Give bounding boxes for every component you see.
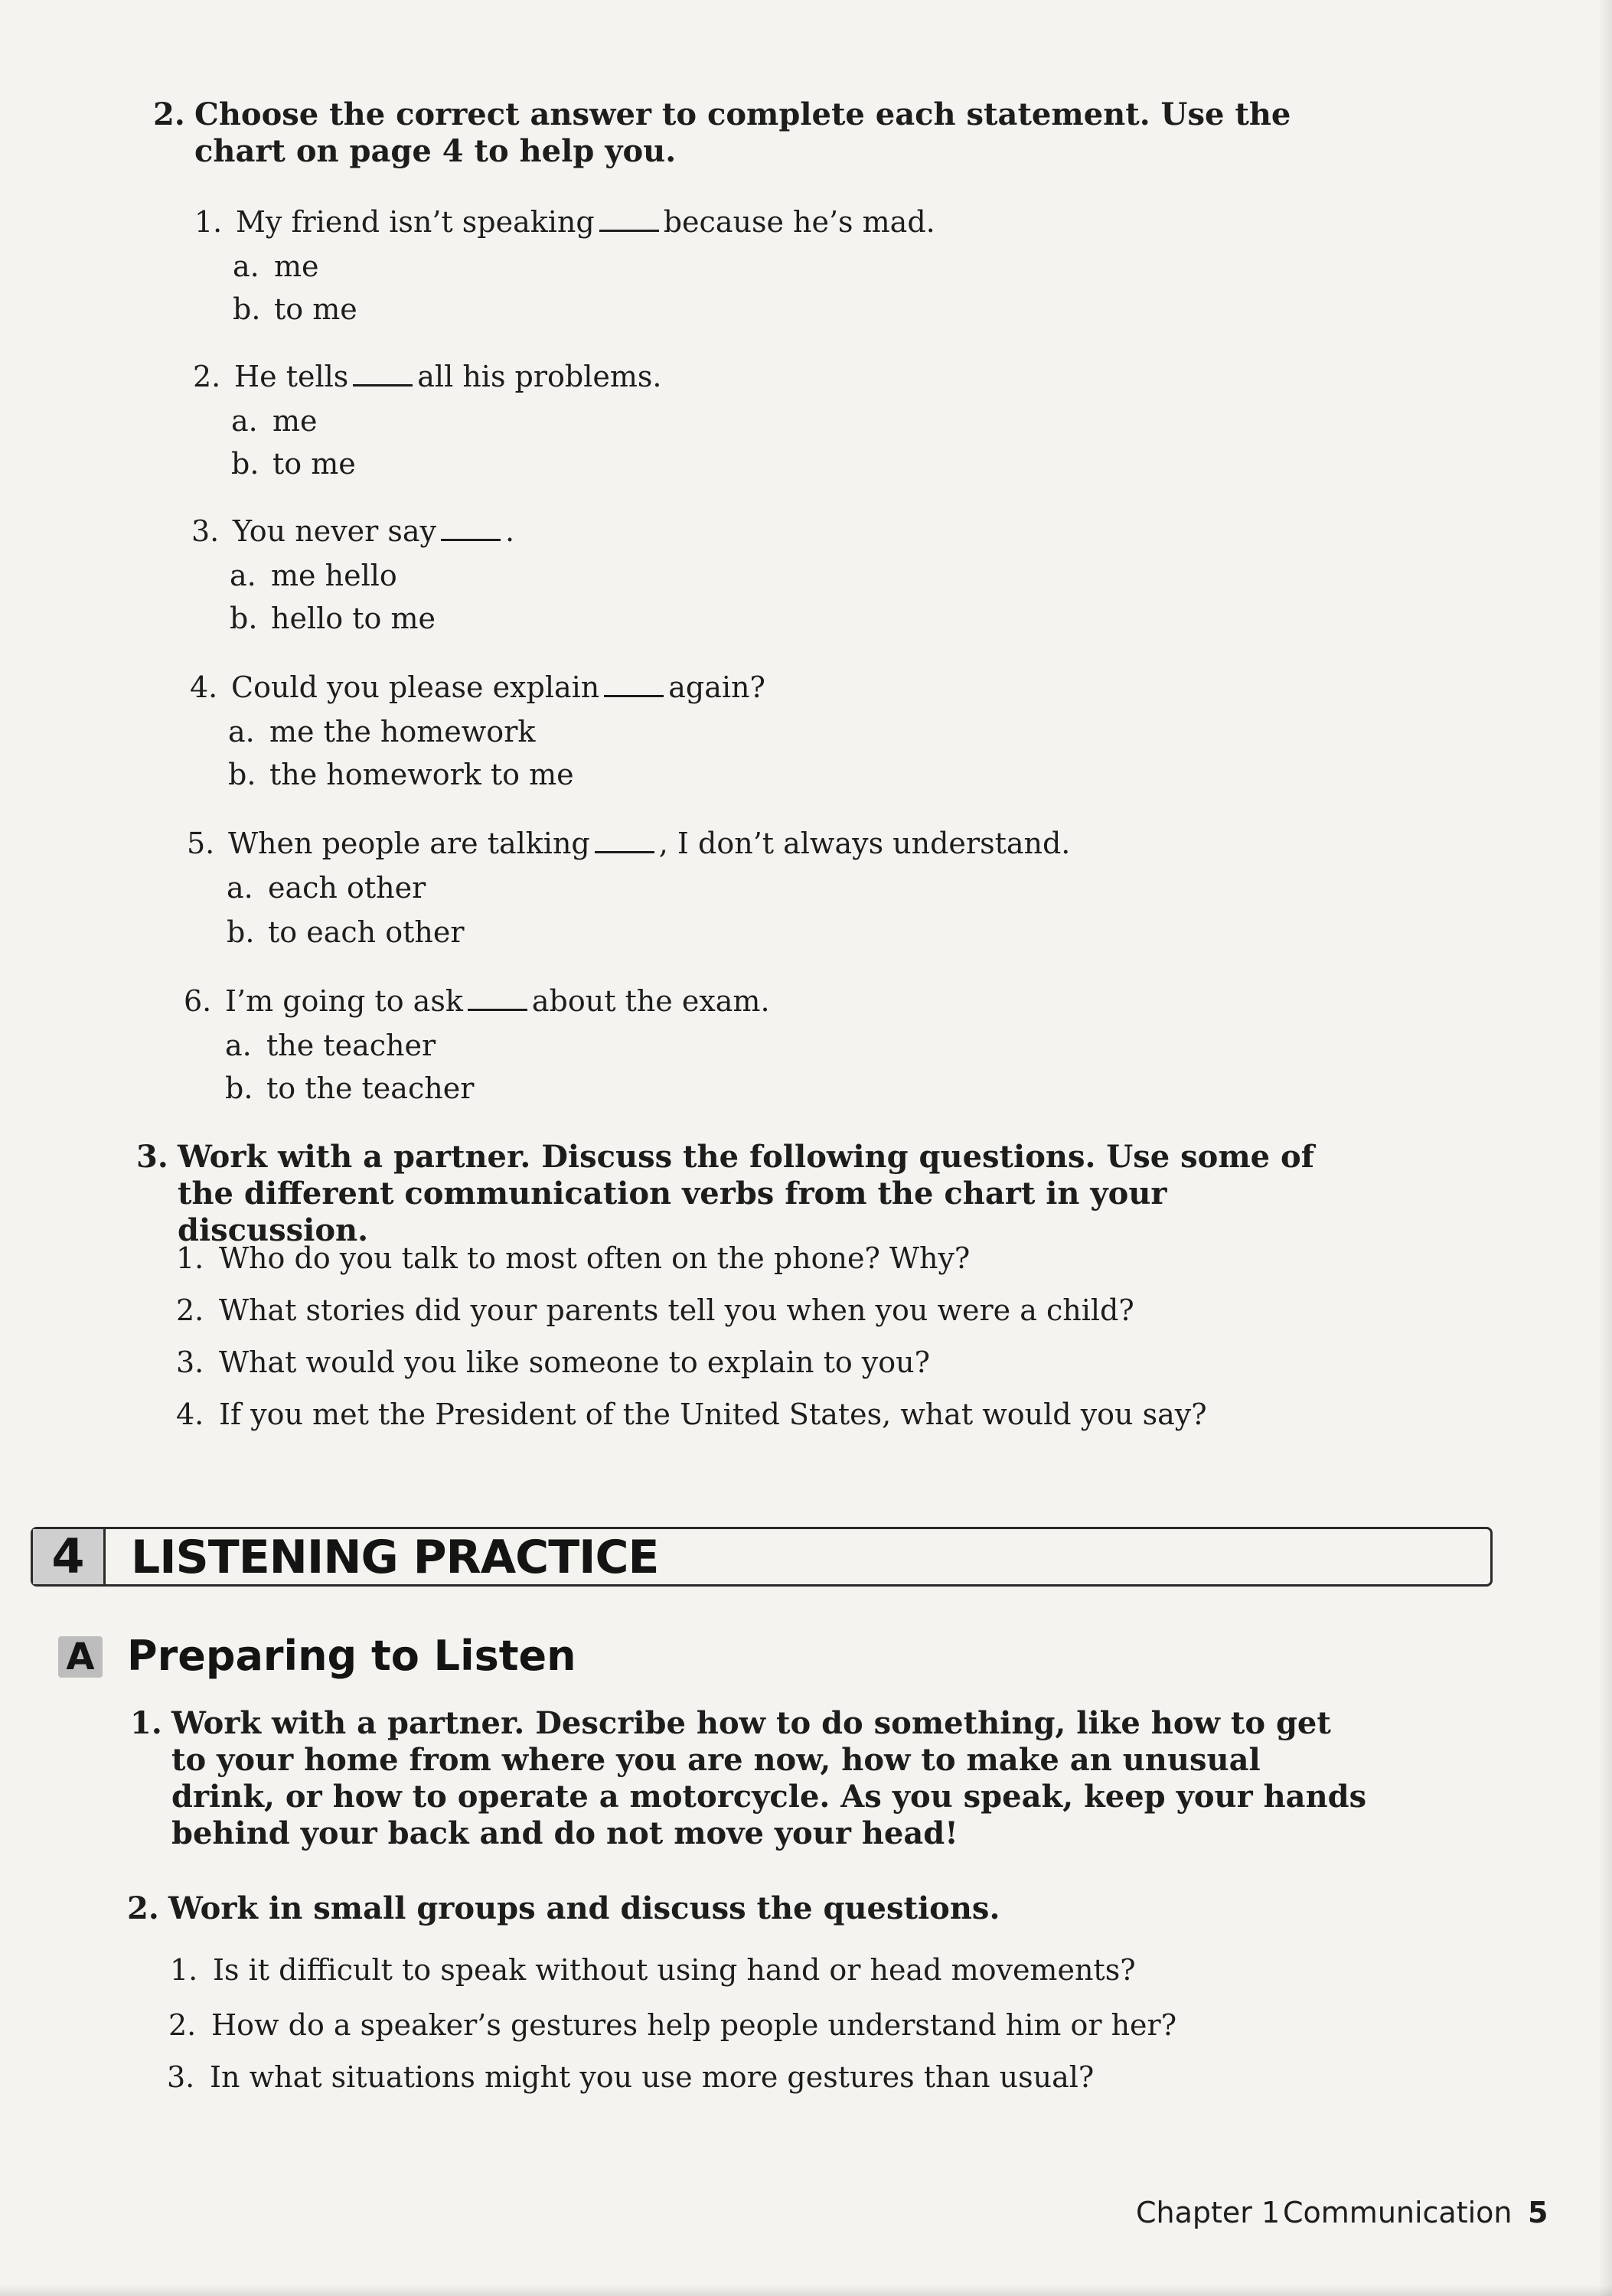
question-number: 1. <box>176 1241 204 1275</box>
option-text: each other <box>268 871 426 905</box>
answer-blank[interactable] <box>441 517 501 541</box>
exercise-2-number: 2. <box>153 96 185 132</box>
question-number: 3. <box>167 2060 195 2094</box>
listening-item-1-number: 1. <box>130 1705 162 1741</box>
listening-item-1 <box>130 1705 1370 1852</box>
option-text: the teacher <box>266 1029 436 1062</box>
listening-item-2-number: 2. <box>127 1890 159 1926</box>
answer-option-a[interactable] <box>233 249 319 283</box>
discussion-question <box>176 1397 1207 1431</box>
discussion-question <box>176 1345 930 1379</box>
question-number: 4. <box>176 1397 204 1431</box>
exercise-2-question <box>190 670 765 704</box>
question-number: 4. <box>190 670 218 704</box>
footer-chapter: Chapter 1 <box>1136 2196 1281 2229</box>
question-number: 6. <box>184 984 212 1018</box>
answer-option-b[interactable] <box>233 292 357 326</box>
question-text-before: I’m going to ask <box>225 984 463 1018</box>
listening-item-2 <box>127 1890 1367 1927</box>
group-question <box>170 1953 1136 1987</box>
question-text-after: again? <box>668 670 765 704</box>
question-number: 1. <box>194 205 223 239</box>
page-edge-shadow <box>1598 0 1612 2296</box>
question-number: 1. <box>170 1953 198 1987</box>
exercise-2-question <box>184 984 770 1018</box>
answer-option-b[interactable] <box>231 447 356 481</box>
listening-item-2-text: Work in small groups and discuss the questions. <box>168 1890 1000 1926</box>
option-letter: a. <box>231 404 258 438</box>
question-text-after: because he’s mad. <box>663 205 935 239</box>
option-text: hello to me <box>271 602 436 635</box>
answer-option-a[interactable] <box>231 404 318 438</box>
option-letter: b. <box>230 602 258 635</box>
question-text: How do a speaker’s gestures help people understand him or her? <box>211 2008 1177 2042</box>
option-letter: a. <box>225 1029 252 1062</box>
option-letter: a. <box>228 715 255 748</box>
option-text: to me <box>272 447 356 481</box>
section-header <box>31 1527 1493 1587</box>
option-letter: b. <box>228 758 256 791</box>
question-text-after: about the exam. <box>531 984 770 1018</box>
option-text: to each other <box>268 915 465 949</box>
exercise-3-number: 3. <box>136 1139 168 1175</box>
question-text-before: My friend isn’t speaking <box>236 205 595 239</box>
answer-blank[interactable] <box>595 830 654 853</box>
question-text: What stories did your parents tell you when you were a child? <box>219 1293 1134 1327</box>
exercise-3-instruction <box>136 1139 1330 1249</box>
exercise-2-question <box>187 827 1070 860</box>
exercise-2-text: Choose the correct answer to complete each statement. Use the chart on page 4 to help you. <box>194 96 1291 169</box>
exercise-2-question <box>194 205 935 239</box>
question-text-after: . <box>505 514 515 548</box>
question-text: What would you like someone to explain to you? <box>219 1345 930 1379</box>
question-text: Who do you talk to most often on the phone? Why? <box>219 1241 971 1275</box>
group-question <box>168 2008 1176 2042</box>
question-number: 3. <box>176 1345 204 1379</box>
exercise-2-question <box>191 514 514 548</box>
subsection-letter-badge: A <box>58 1636 103 1678</box>
page-number: 5 <box>1528 2196 1548 2229</box>
option-text: me <box>272 404 318 438</box>
answer-option-b[interactable] <box>227 915 464 949</box>
question-text-before: You never say <box>233 514 436 548</box>
option-letter: b. <box>227 915 255 949</box>
question-text-before: Could you please explain <box>231 670 600 704</box>
footer-chapter-title: Communication <box>1283 2196 1512 2229</box>
answer-option-a[interactable] <box>230 559 397 592</box>
option-letter: a. <box>233 249 259 283</box>
question-text: If you met the President of the United States, what would you say? <box>219 1397 1207 1431</box>
subsection-title: Preparing to Listen <box>127 1632 576 1680</box>
group-question <box>167 2060 1094 2094</box>
answer-option-b[interactable] <box>228 758 574 791</box>
option-text: me the homework <box>269 715 536 748</box>
question-number: 5. <box>187 827 215 860</box>
discussion-question <box>176 1241 970 1275</box>
option-letter: b. <box>233 292 261 326</box>
question-number: 2. <box>176 1293 204 1327</box>
question-text-before: He tells <box>234 360 349 393</box>
option-text: to me <box>274 292 357 326</box>
answer-blank[interactable] <box>468 987 527 1011</box>
answer-option-a[interactable] <box>227 871 426 905</box>
listening-item-1-text: Work with a partner. Describe how to do something, like how to get to your home from where you are now, how to make an unusual drink, or how to operate a motorcycle. As you speak, keep your hands behind your back and do not move your head! <box>171 1705 1367 1851</box>
answer-option-a[interactable] <box>225 1029 436 1062</box>
exercise-3-text: Work with a partner. Discuss the following questions. Use some of the different communication verbs from the chart in your discussion. <box>178 1139 1314 1248</box>
section-number: 4 <box>33 1529 106 1584</box>
page-bottom-edge <box>0 2285 1612 2296</box>
option-text: the homework to me <box>269 758 574 791</box>
answer-blank[interactable] <box>604 673 664 697</box>
answer-option-b[interactable] <box>230 602 436 635</box>
question-text-after: all his problems. <box>417 360 662 393</box>
section-title: LISTENING PRACTICE <box>131 1531 659 1584</box>
question-number: 2. <box>168 2008 197 2042</box>
answer-option-a[interactable] <box>228 715 535 748</box>
option-letter: a. <box>227 871 253 905</box>
discussion-question <box>176 1293 1134 1327</box>
option-letter: a. <box>230 559 256 592</box>
question-text: Is it difficult to speak without using hand or head movements? <box>213 1953 1136 1987</box>
answer-blank[interactable] <box>353 363 413 386</box>
exercise-2-instruction <box>153 96 1347 170</box>
option-letter: b. <box>225 1071 253 1105</box>
question-number: 3. <box>191 514 220 548</box>
question-text-after: , I don’t always understand. <box>658 827 1071 860</box>
option-text: me <box>274 249 319 283</box>
question-text: In what situations might you use more gestures than usual? <box>210 2060 1095 2094</box>
option-letter: b. <box>231 447 259 481</box>
answer-blank[interactable] <box>599 208 659 232</box>
answer-option-b[interactable] <box>225 1071 474 1105</box>
question-number: 2. <box>193 360 221 393</box>
question-text-before: When people are talking <box>228 827 590 860</box>
option-text: to the teacher <box>266 1071 475 1105</box>
exercise-2-question <box>193 360 661 393</box>
option-text: me hello <box>271 559 397 592</box>
